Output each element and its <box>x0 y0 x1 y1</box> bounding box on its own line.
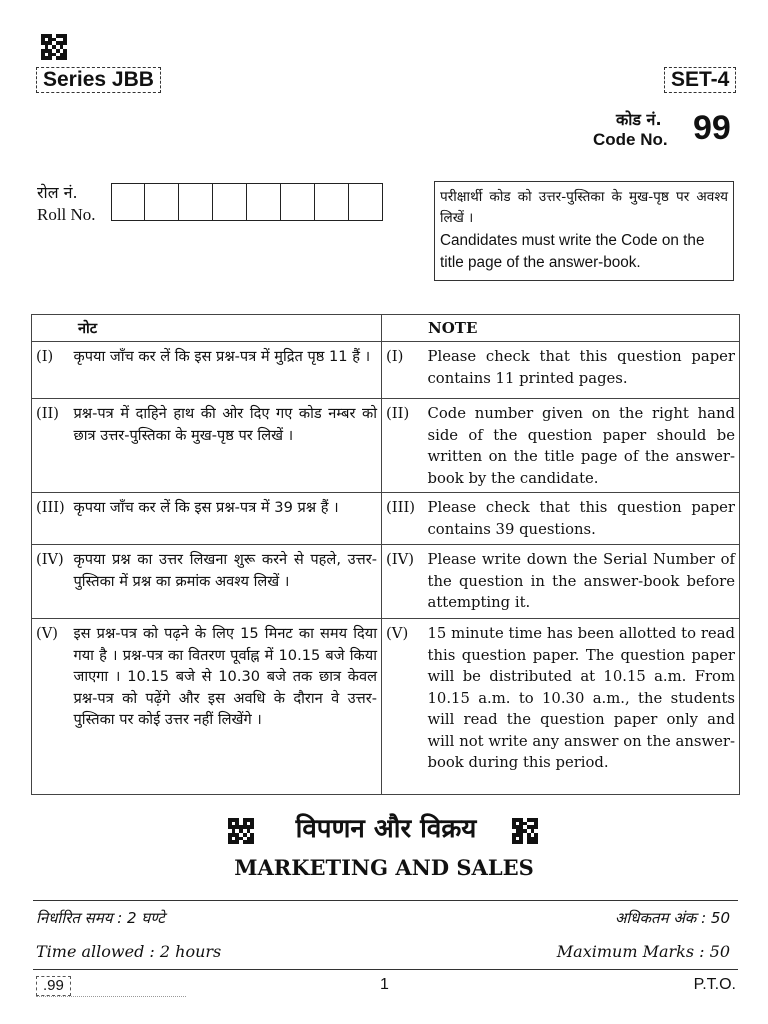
note-number: (II) <box>382 399 424 493</box>
roll-cell[interactable] <box>179 183 213 221</box>
qr-code-icon <box>512 818 538 844</box>
note-english: Please check that this question paper contains 39 questions. <box>424 493 740 545</box>
max-marks-english: Maximum Marks : 50 <box>556 942 730 961</box>
series-label: Series JBB <box>36 67 161 93</box>
note-number: (IV) <box>32 545 70 619</box>
note-number: (V) <box>382 619 424 795</box>
qr-code-icon <box>228 818 254 844</box>
note-number: (II) <box>32 399 70 493</box>
note-number: (III) <box>32 493 70 545</box>
note-hindi: कृपया जाँच कर लें कि इस प्रश्न-पत्र में 39 प्रश्न हैं । <box>70 493 382 545</box>
footer-code: .99 <box>36 976 71 996</box>
table-row <box>32 399 740 493</box>
pto-label: P.T.O. <box>693 976 736 993</box>
notes-header-english: NOTE <box>382 315 740 342</box>
divider <box>33 969 738 970</box>
notes-header-row <box>32 315 740 342</box>
roll-cell[interactable] <box>213 183 247 221</box>
table-row <box>32 493 740 545</box>
note-english: Please write down the Serial Number of the question in the answer-book before attempting it. <box>424 545 740 619</box>
roll-cell[interactable] <box>349 183 383 221</box>
roll-cell[interactable] <box>247 183 281 221</box>
max-marks-hindi: अधिकतम अंक : 50 <box>614 909 730 927</box>
roll-cell[interactable] <box>281 183 315 221</box>
table-row <box>32 619 740 795</box>
note-english: 15 minute time has been allotted to read this question paper. The question paper will be distributed at 10.15 a.m. From 10.15 a.m. to 10.30 a.m., the students will read the question paper only and will not write any answer on the answer-book during this period. <box>424 619 740 795</box>
note-english: Please check that this question paper contains 11 printed pages. <box>424 342 740 399</box>
subject-title-hindi: विपणन और विक्रय <box>295 814 477 844</box>
note-number: (III) <box>382 493 424 545</box>
table-row <box>32 342 740 399</box>
note-number: (V) <box>32 619 70 795</box>
time-allowed-english: Time allowed : 2 hours <box>36 942 222 961</box>
roll-number-boxes[interactable] <box>111 183 383 223</box>
instruction-english: Candidates must write the Code on the title page of the answer-book. <box>440 232 705 271</box>
code-number: 99 <box>693 109 731 147</box>
note-english: Code number given on the right hand side of the question paper should be written on the title page of the answer-book by the candidate. <box>424 399 740 493</box>
subject-title-english: MARKETING AND SALES <box>234 855 534 880</box>
roll-label-hindi: रोल नं. <box>37 183 78 202</box>
candidate-instruction-box <box>434 181 734 281</box>
note-hindi: कृपया जाँच कर लें कि इस प्रश्न-पत्र में मुद्रित पृष्ठ 11 हैं । <box>70 342 382 399</box>
roll-cell[interactable] <box>145 183 179 221</box>
table-row <box>32 545 740 619</box>
divider <box>33 900 738 901</box>
roll-cell[interactable] <box>315 183 349 221</box>
notes-table <box>31 314 740 795</box>
footer-fine-print <box>36 996 186 999</box>
page-number: 1 <box>380 976 389 993</box>
instruction-hindi: परीक्षार्थी कोड को उत्तर-पुस्तिका के मुख-पृष्ठ पर अवश्य लिखें । <box>440 189 728 226</box>
set-label: SET-4 <box>664 67 736 93</box>
roll-cell[interactable] <box>111 183 145 221</box>
roll-label-english: Roll No. <box>37 205 96 224</box>
note-hindi: इस प्रश्न-पत्र को पढ़ने के लिए 15 मिनट का समय दिया गया है । प्रश्न-पत्र का वितरण पूर्वाह्न में 10.15 बजे किया जाएगा । 10.15 बजे से 10.30 बजे तक छात्र केवल प्रश्न-पत्र को पढ़ेंगे और इस अवधि के दौरान वे उत्तर-पुस्तिका पर कोई उत्तर नहीं लिखेंगे । <box>70 619 382 795</box>
qr-code-icon <box>41 34 67 60</box>
time-allowed-hindi: निर्धारित समय : 2 घण्टे <box>36 909 165 927</box>
code-label-hindi: कोड नं. <box>616 110 662 129</box>
notes-header-hindi: नोट <box>32 315 382 342</box>
note-hindi: कृपया प्रश्न का उत्तर लिखना शुरू करने से पहले, उत्तर-पुस्तिका में प्रश्न का क्रमांक अवश्य लिखें । <box>70 545 382 619</box>
note-number: (IV) <box>382 545 424 619</box>
note-number: (I) <box>32 342 70 399</box>
note-number: (I) <box>382 342 424 399</box>
code-label-english: Code No. <box>593 130 668 149</box>
note-hindi: प्रश्न-पत्र में दाहिने हाथ की ओर दिए गए कोड नम्बर को छात्र उत्तर-पुस्तिका के मुख-पृष्ठ पर लिखें । <box>70 399 382 493</box>
